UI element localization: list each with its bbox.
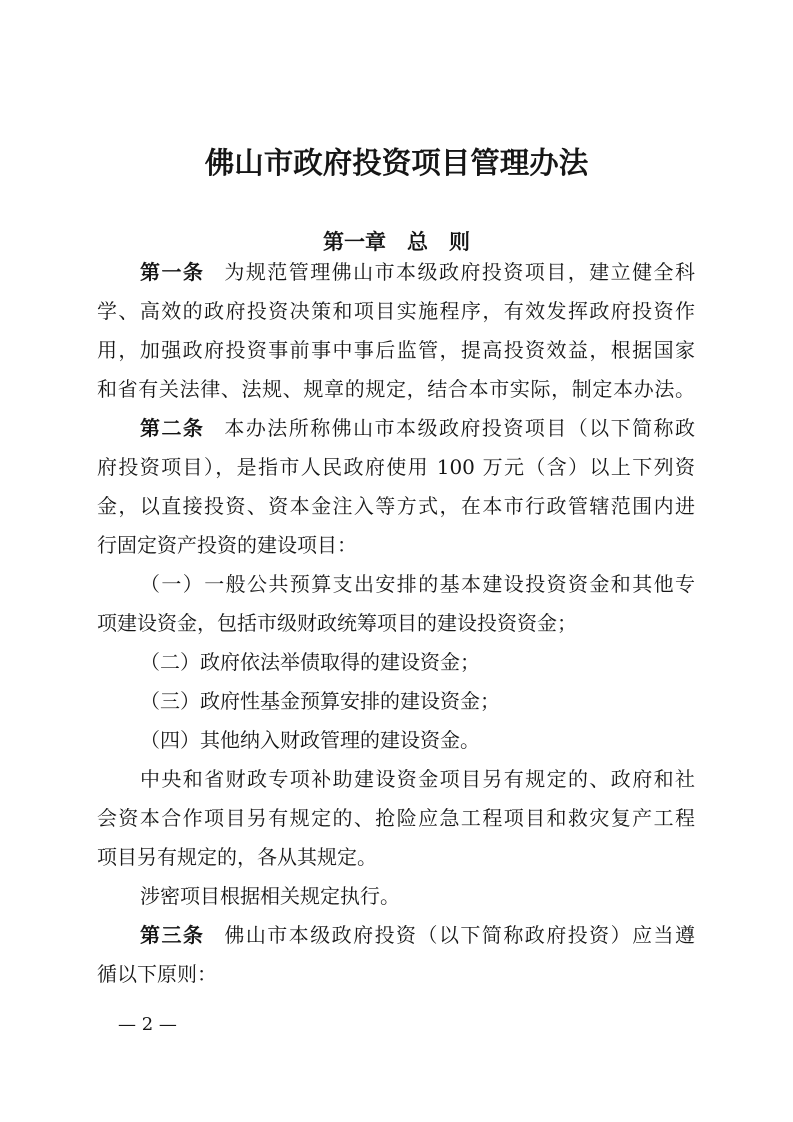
article-2-line: 府投资项目），是指市人民政府使用 100 万元（含）以上下列资 [97, 455, 695, 479]
article-2-line: 行固定资产投资的建设项目： [97, 533, 357, 557]
article-3-line: 循以下原则： [97, 962, 217, 986]
list-item-1-continued: 项建设资金，包括市级财政统筹项目的建设投资资金； [97, 611, 577, 635]
article-1-line [97, 253, 695, 292]
list-item-1: （一）一般公共预算支出安排的基本建设投资资金和其他专 [140, 572, 695, 596]
page-number: — 2 — [118, 1014, 177, 1035]
article-3-label: 第三条 [140, 923, 205, 947]
article-1-text: 为规范管理佛山市本级政府投资项目，建立健全科 [224, 260, 695, 284]
article-2-text: 本办法所称佛山市本级政府投资项目（以下简称政 [224, 416, 695, 440]
article-1-line: 用，加强政府投资事前事中事后监管，提高投资效益，根据国家 [97, 338, 695, 362]
list-item-4: （四）其他纳入财政管理的建设资金。 [140, 728, 480, 752]
document-title: 佛山市政府投资项目管理办法 [204, 145, 589, 180]
chapter-heading: 第一章 总 则 [323, 229, 470, 254]
exceptions-paragraph-line: 项目另有规定的，各从其规定。 [97, 845, 377, 869]
article-2-label: 第二条 [140, 416, 205, 440]
article-3-text: 佛山市本级政府投资（以下简称政府投资）应当遵 [224, 923, 695, 947]
exceptions-paragraph-line: 中央和省财政专项补助建设资金项目另有规定的、政府和社 [140, 767, 695, 791]
article-1-label: 第一条 [140, 260, 205, 284]
article-2-line [97, 409, 695, 448]
list-item-3: （三）政府性基金预算安排的建设资金； [140, 689, 500, 713]
exceptions-paragraph-line: 会资本合作项目另有规定的、抢险应急工程项目和救灾复产工程 [97, 806, 695, 830]
list-item-2: （二）政府依法举债取得的建设资金； [140, 650, 480, 674]
article-3-line [97, 916, 695, 955]
article-1-line: 和省有关法律、法规、规章的规定，结合本市实际，制定本办法。 [97, 377, 695, 401]
document-body [97, 253, 695, 994]
classified-note: 涉密项目根据相关规定执行。 [140, 884, 400, 908]
article-1-line: 学、高效的政府投资决策和项目实施程序，有效发挥政府投资作 [97, 299, 695, 323]
article-2-line: 金，以直接投资、资本金注入等方式，在本市行政管辖范围内进 [97, 494, 695, 518]
